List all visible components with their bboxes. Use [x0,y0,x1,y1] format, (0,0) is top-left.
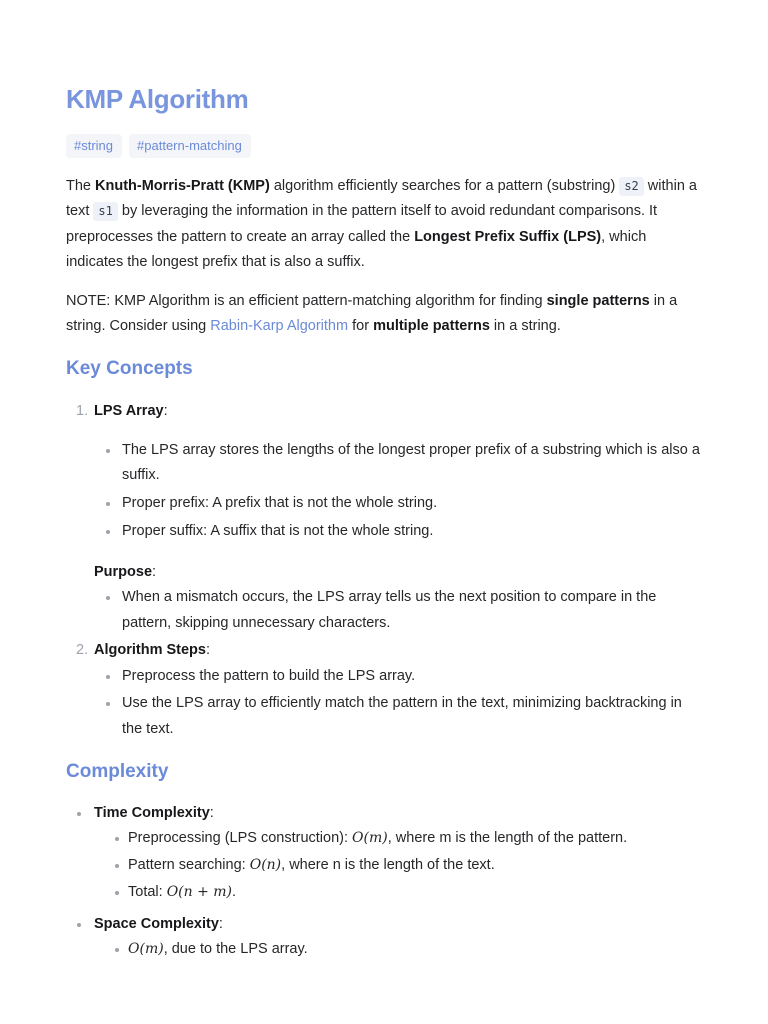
colon: : [205,642,211,659]
complexity-list [66,801,706,963]
list-item: Use the LPS array to efficiently match the pattern in the text, minimizing backtracking in the text. [94,691,706,742]
intro-text: within a text [66,178,697,220]
intro-text: algorithm efficiently searches for a pattern (substring) [269,178,620,194]
intro-paragraph [66,174,706,275]
list-item: Preprocess the pattern to build the LPS array. [94,664,706,689]
note-bold-single: single patterns [546,293,650,310]
list-item-lps-array [66,399,706,636]
algorithm-steps-title: Algorithm Steps [94,642,206,659]
intro-text: , which indicates the longest prefix that is also a suffix. [66,228,647,270]
list-item-searching [94,853,706,878]
math-expression: O(m) [352,830,388,847]
list-item: Proper suffix: A suffix that is not the whole string. [94,519,706,544]
intro-text: by leveraging the information in the pattern itself to avoid redundant comparisons. It preprocesses the pattern to create an array called the [66,203,658,245]
item-text: , where n is the length of the text. [281,857,495,873]
item-text: , due to the LPS array. [163,941,308,958]
lps-array-title: LPS Array [94,402,164,419]
time-complexity-bullets [94,826,706,905]
key-concepts-list [66,399,706,742]
tag-list [66,134,706,158]
tag-pattern-matching[interactable]: #pattern-matching [129,134,251,158]
list-item-time-complexity [66,801,706,905]
item-heading [94,638,706,663]
colon: : [218,916,223,933]
list-item-preprocessing [94,826,706,851]
intro-bold-kmp: Knuth-Morris-Pratt (KMP) [95,178,270,194]
list-item-space [94,937,706,962]
list-item: The LPS array stores the lengths of the longest proper prefix of a substring which is also a suffix. [94,438,706,489]
math-expression: O(n) [249,857,282,873]
purpose-bullets [94,585,706,636]
math-expression: O(m) [128,941,164,958]
list-item: When a mismatch occurs, the LPS array tells us the next position to compare in the pattern, skipping unnecessary characters. [94,585,706,636]
rabin-karp-link[interactable]: Rabin-Karp Algorithm [210,318,349,335]
colon: : [163,402,168,419]
item-text: , where m is the length of the pattern. [387,830,628,847]
space-complexity-title: Space Complexity [94,916,219,933]
article [66,78,706,964]
note-text: in a string. [489,318,561,335]
note-text: NOTE: KMP Algorithm is an efficient pattern-matching algorithm for finding [66,293,547,310]
lps-bullets [94,438,706,544]
key-concepts-heading: Key Concepts [66,357,193,379]
math-expression: O(n + m) [166,883,233,900]
item-heading [94,801,706,826]
tag-string[interactable]: #string [66,134,122,158]
item-text: . [232,883,237,900]
complexity-heading: Complexity [66,760,169,782]
list-item-space-complexity [66,912,706,963]
note-text: in a string. Consider using [66,293,678,335]
note-bold-multiple: multiple patterns [373,318,490,335]
list-item-total [94,880,706,905]
page-title: KMP Algorithm [66,84,249,114]
colon: : [152,564,157,581]
intro-text: The [66,178,96,194]
list-number: 2. [76,642,89,659]
item-text: Total: [128,883,167,900]
time-complexity-title: Time Complexity [94,804,210,821]
purpose-heading [94,560,706,585]
colon: : [209,804,214,821]
note-paragraph [66,289,706,340]
algorithm-steps-bullets [94,664,706,742]
list-item-algorithm-steps [66,638,706,742]
space-complexity-bullets [94,937,706,962]
purpose-title: Purpose [94,564,153,581]
list-item: Proper prefix: A prefix that is not the whole string. [94,491,706,516]
item-heading [94,912,706,937]
item-heading [94,399,706,424]
intro-bold-lps: Longest Prefix Suffix (LPS) [414,228,602,245]
list-number: 1. [76,402,89,419]
inline-code-s2: s2 [619,177,643,196]
inline-code-s1: s1 [93,202,117,221]
item-text: Pattern searching: [128,857,250,873]
note-text: for [348,318,374,335]
item-text: Preprocessing (LPS construction): [128,830,353,847]
